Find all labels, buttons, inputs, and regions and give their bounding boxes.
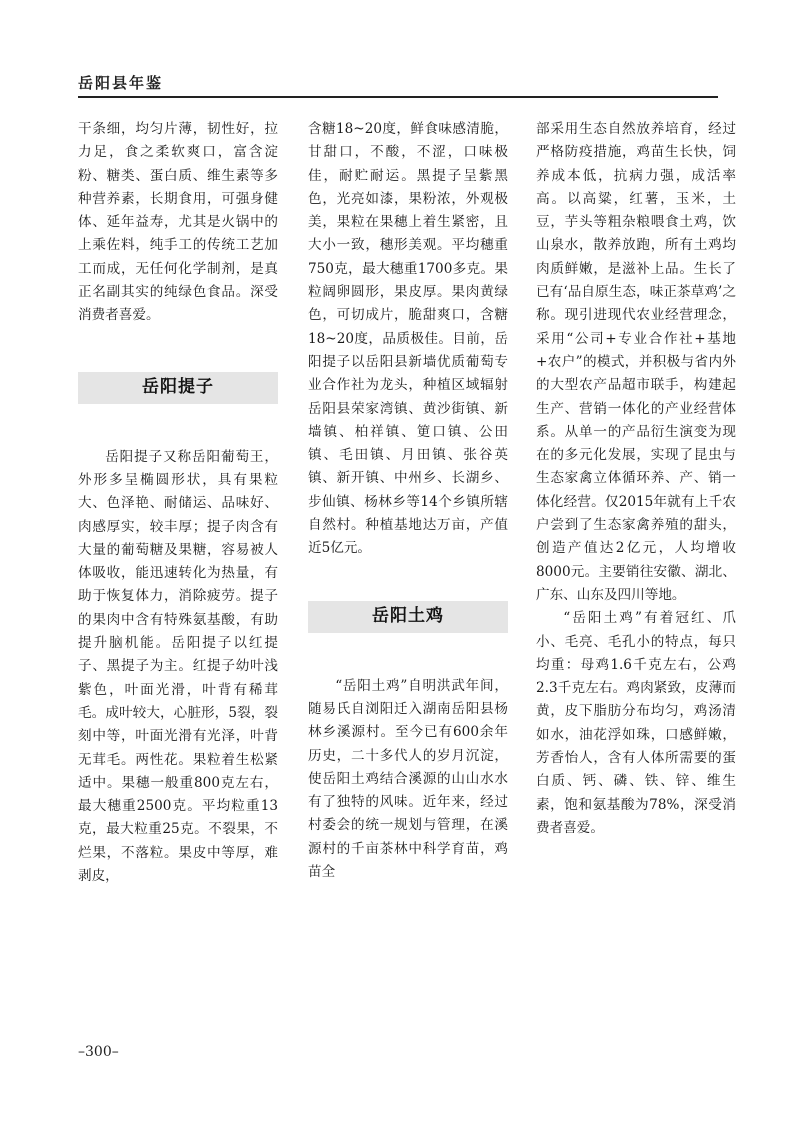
header-rule [78,96,718,98]
grape-paragraph-part2: 含糖18~20度，鲜食味感清脆，甘甜口，不酸，不涩，口味极佳，耐贮耐运。黑提子呈紫黑色，光亮如漆，果粉浓，外观极美，果粒在果穗上着生紧密，且大小一致，穗形美观。平均穗重750克，最大穗重1700多克。果粒阔卵圆形，果皮厚。果肉黄绿色，可切成片，脆甜爽口，含糖18~20度，品质极佳。目前，岳阳提子以岳阳县新墙优质葡萄专业合作社为龙头，种植区域辐射岳阳县荣家湾镇、黄沙街镇、新墙镇、柏祥镇、筻口镇、公田镇、毛田镇、月田镇、张谷英镇、新开镇、中州乡、长湖乡、步仙镇、杨林乡等14个乡镇所辖自然村。种植基地达万亩，产值近5亿元。 [308,121,508,557]
section-heading-grape: 岳阳提子 [78,372,278,404]
section-heading-chicken: 岳阳土鸡 [308,601,508,633]
grape-paragraph-part1: 岳阳提子又称岳阳葡萄王，外形多呈椭圆形状，具有果粒大、色泽艳、耐储运、品味好、肉感厚实，较丰厚；提子肉含有大量的葡萄糖及果糖，容易被人体吸收，能迅速转化为热量，有助于恢复体力，消除疲劳。提子的果肉中含有特殊氨基酸，有助提升脑机能。岳阳提子以红提子、黑提子为主。红提子幼叶浅紫色，叶面光滑，叶背有稀茸毛。成叶较大，心脏形，5裂，裂刻中等，叶面光滑有光泽，叶背无茸毛。两性花。果粒着生松紧适中。果穗一般重800克左右，最大穗重2500克。平均粒重13克，最大粒重25克。不裂果，不烂果，不落粒。果皮中等厚，难剥皮， [78,448,278,885]
text-column-1 [78,118,278,888]
chicken-paragraph-part2: 部采用生态自然放养培育，经过严格防疫措施，鸡苗生长快，饲养成本低，抗病力强，成活率高。以高粱，红薯，玉米，土豆，芋头等粗杂粮喂食土鸡，饮山泉水，散养放跑，所有土鸡均肉质鲜嫩，是滋补上品。生长了已有‘品自原生态，味正茶草鸡’之称。现引进现代农业经营理念，采用“公司+专业合作社+基地+农户”的模式，并积极与省内外的大型农产品超市联手，构建起生产、营销一体化的产业经营体系。从单一的产品衍生演变为现在的多元化发展，实现了昆虫与生态家禽立体循环养、产、销一体化经营。仅2015年就有上千农户尝到了生态家禽养殖的甜头，创造产值达2亿元，人均增收8000元。主要销往安徽、湖北、广东、山东及四川等地。 [536,121,736,603]
page-number: –300– [78,1044,119,1060]
running-head: 岳阳县年鉴 [78,74,164,92]
chicken-paragraph-part1: “岳阳土鸡”自明洪武年间，随易氏自浏阳迁入湖南岳阳县杨林乡溪源村。至今已有600余年历史，二十多代人的岁月沉淀，使岳阳土鸡结合溪源的山山水水有了独特的风味。近年来，经过村委会的统一规划与管理，在溪源村的千亩茶林中科学育苗，鸡苗全 [308,677,508,881]
text-column-2 [308,118,508,884]
text-column-3 [536,118,736,840]
noodle-paragraph-tail: 干条细，均匀片薄，韧性好，拉力足，食之柔软爽口，富含淀粉、糖类、蛋白质、维生素等多种营养素，长期食用，可强身健体、延年益寿，尤其是火锅中的上乘佐料，纯手工的传统工艺加工而成，无任何化学制剂，是真正名副其实的纯绿色食品。深受消费者喜爱。 [78,121,278,324]
chicken-paragraph-2: “岳阳土鸡”有着冠红、爪小、毛亮、毛孔小的特点，每只均重：母鸡1.6千克左右，公鸡2.3千克左右。鸡肉紧致，皮薄而黄，皮下脂肪分布均匀，鸡汤清如水，油花浮如珠，口感鲜嫩，芳香怡人，含有人体所需要的蛋白质、钙、磷、铁、锌、维生素，饱和氨基酸为78%，深受消费者喜爱。 [536,610,736,836]
